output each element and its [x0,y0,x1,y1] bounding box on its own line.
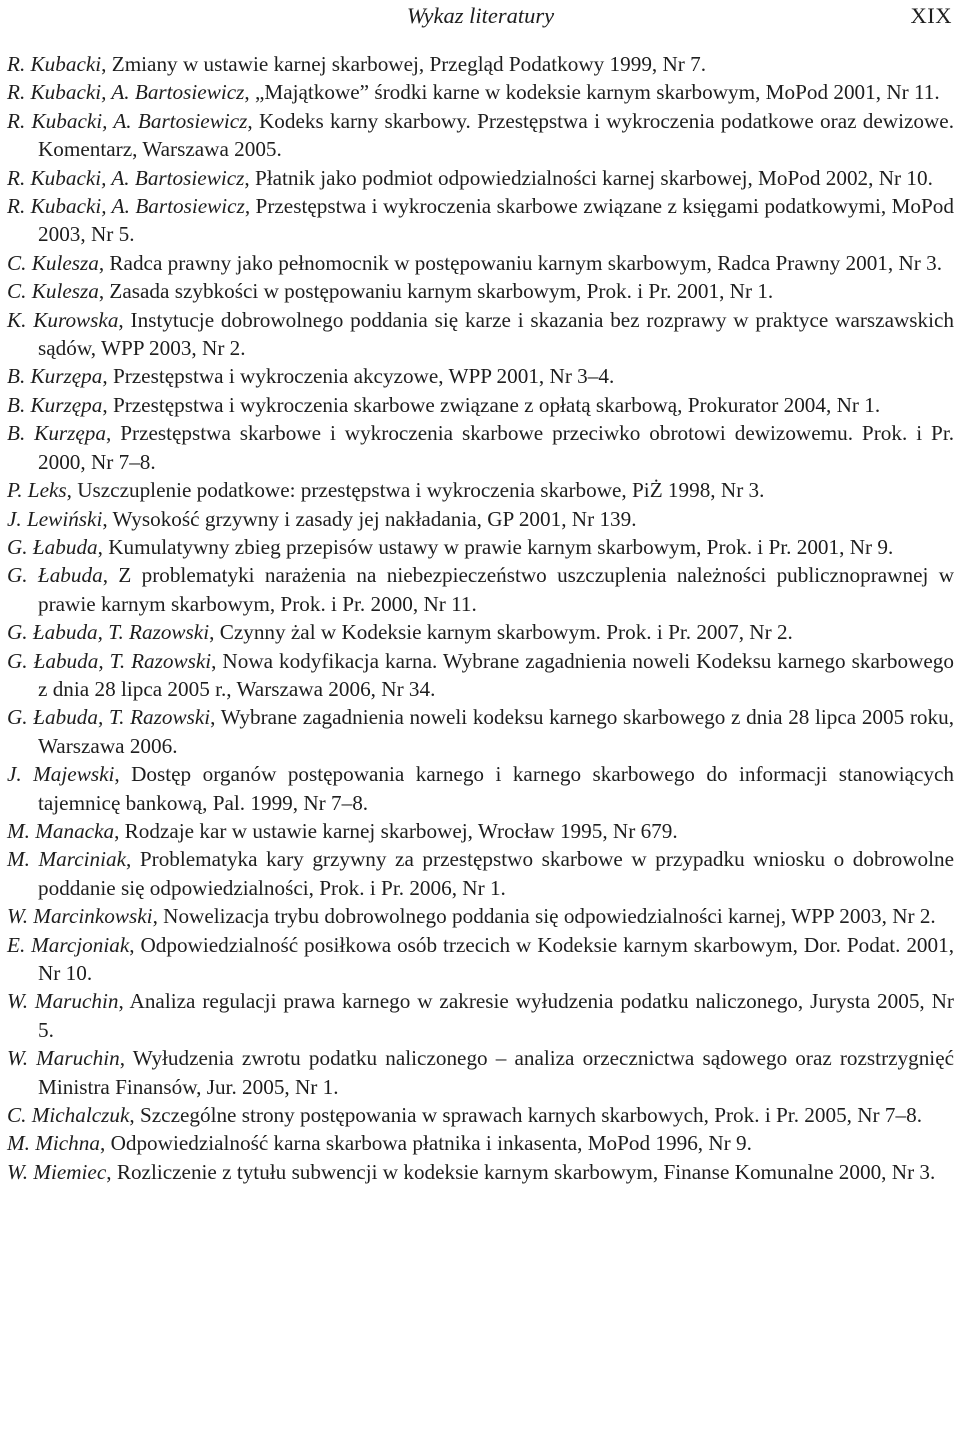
bibliography-entry [7,1129,954,1157]
entry-text: , Wybrane zagadnienia noweli kodeksu karnego skarbowego z dnia 28 lipca 2005 roku, Warszawa 2006. [38,705,954,758]
entry-text: , Dostęp organów postępowania karnego i karnego skarbowego do informacji stanowiących tajemnicę bankową, Pal. 1999, Nr 7–8. [38,762,955,815]
entry-author: W. Marcinkowski [7,904,153,929]
bibliography-entry [7,1044,954,1101]
bibliography-entry [7,362,954,390]
bibliography-entry [7,50,954,78]
entry-text: , Zasada szybkości w postępowaniu karnym skarbowym, Prok. i Pr. 2001, Nr 1. [98,279,774,304]
entry-text: , Problematyka kary grzywny za przestępstwo skarbowe w przypadku wniosku o dobrowolne poddanie się odpowiedzialności, Prok. i Pr. 2006, Nr 1. [38,847,954,900]
entry-text: , Wyłudzenia zwrotu podatku naliczonego – analiza orzecznictwa sądowego oraz rozstrzygnięć Ministra Finansów, Jur. 2005, Nr 1. [38,1046,954,1099]
bibliography-entry [7,931,954,988]
bibliography-entry [7,419,954,476]
entry-text: , Nowelizacja trybu dobrowolnego poddania się odpowiedzialności karnej, WPP 2003, Nr 2. [152,904,936,929]
entry-author: M. Manacka [7,818,115,843]
entry-author: K. Kurowska [7,307,119,332]
entry-author: G. Łabuda, T. Razowski [7,705,211,730]
bibliography-entry [7,78,954,106]
bibliography-entry [7,703,954,760]
page-number: XIX [910,3,952,28]
bibliography-entry [7,1101,954,1129]
bibliography-entry [7,277,954,305]
entry-author: G. Łabuda, T. Razowski [7,620,210,645]
bibliography-entry [7,107,954,164]
entry-text: , Szczególne strony postępowania w sprawach karnych skarbowych, Prok. i Pr. 2005, Nr 7–8. [129,1103,922,1128]
entry-text: , Wysokość grzywny i zasady jej nakładania, GP 2001, Nr 139. [102,506,637,531]
entry-author: W. Maruchin [7,1046,120,1071]
entry-text: , Odpowiedzialność posiłkowa osób trzecich w Kodeksie karnym skarbowym, Dor. Podat. 2001, Nr 10. [38,932,955,985]
entry-author: E. Marcjoniak [7,932,130,957]
entry-text: , Rodzaje kar w ustawie karnej skarbowej, Wrocław 1995, Nr 679. [114,818,678,843]
entry-author: J. Lewiński [7,506,103,531]
entry-text: , Instytucje dobrowolnego poddania się karze i skazania bez rozprawy w praktyce warszawskich sądów, WPP 2003, Nr 2. [38,307,954,361]
entry-author: G. Łabuda [7,563,103,588]
running-header [7,0,954,50]
entry-author: C. Kulesza [7,250,99,275]
bibliography-entry [7,164,954,192]
bibliography-entry [7,1158,954,1186]
bibliography-entry [7,249,954,277]
entry-author: G. Łabuda, T. Razowski [7,648,212,673]
bibliography-entry [7,845,954,902]
entry-author: M. Michna [7,1131,100,1156]
entry-text: , Analiza regulacji prawa karnego w zakresie wyłudzenia podatku naliczonego, Jurysta 2005, Nr 5. [38,989,954,1042]
entry-text: , Uszczuplenie podatkowe: przestępstwa i wykroczenia skarbowe, PiŻ 1998, Nr 3. [66,478,765,503]
entry-author: R. Kubacki [7,52,102,76]
bibliography-entry [7,902,954,930]
entry-text: , Kodeks karny skarbowy. Przestępstwa i wykroczenia podatkowe oraz dewizowe. Komentarz, Warszawa 2005. [38,108,954,162]
bibliography-entry [7,391,954,419]
entry-text: , Z problematyki narażenia na niebezpieczeństwo uszczuplenia należności publicznoprawnej w prawie karnym skarbowym, Prok. i Pr. 2000, Nr 11. [38,563,954,616]
bibliography-entry [7,817,954,845]
bibliography-entry [7,647,954,704]
entry-text: , Radca prawny jako pełnomocnik w postępowaniu karnym skarbowym, Radca Prawny 2001, Nr 3. [98,250,943,275]
entry-text: , Odpowiedzialność karna skarbowa płatnika i inkasenta, MoPod 1996, Nr 9. [99,1131,752,1156]
entry-author: P. Leks [7,478,67,503]
entry-author: M. Marciniak [7,847,126,872]
bibliography-entry [7,987,954,1044]
entry-text: , Przestępstwa skarbowe i wykroczenia skarbowe przeciwko obrotowi dewizowemu. Prok. i Pr. 2000, Nr 7–8. [38,421,955,474]
running-title: Wykaz literatury [406,3,555,28]
entry-author: R. Kubacki, A. Bartosiewicz [7,108,248,133]
entry-text: , Rozliczenie z tytułu subwencji w kodeksie karnym skarbowym, Finanse Komunalne 2000, Nr 3. [106,1159,936,1184]
entry-author: G. Łabuda [7,534,98,559]
bibliography-entry [7,760,954,817]
bibliography-entry [7,561,954,618]
entry-author: W. Maruchin [7,989,119,1014]
entry-author: R. Kubacki, A. Bartosiewicz [7,194,245,219]
entry-author: R. Kubacki, A. Bartosiewicz [7,80,245,105]
bibliography-entry [7,476,954,504]
entry-text: , „Majątkowe” środki karne w kodeksie karnym skarbowym, MoPod 2001, Nr 11. [244,80,940,105]
entry-author: J. Majewski [7,762,115,787]
entry-text: , Przestępstwa i wykroczenia akcyzowe, WPP 2001, Nr 3–4. [102,364,615,389]
entry-author: W. Miemiec [7,1159,107,1184]
entry-author: C. Kulesza [7,279,99,304]
bibliography-entry [7,505,954,533]
bibliography-entry [7,618,954,646]
entry-text: , Przestępstwa i wykroczenia skarbowe związane z księgami podatkowymi, MoPod 2003, Nr 5. [38,194,954,247]
entry-author: C. Michalczuk [7,1103,130,1128]
entry-author: B. Kurzępa [7,364,103,389]
entry-text: , Przestępstwa i wykroczenia skarbowe związane z opłatą skarbową, Prokurator 2004, Nr 1. [102,392,881,417]
entry-author: B. Kurzępa [7,392,103,417]
entry-author: B. Kurzępa [7,421,106,446]
bibliography-entry [7,192,954,249]
bibliography-entry [7,306,954,363]
entry-text: , Nowa kodyfikacja karna. Wybrane zagadnienia noweli Kodeksu karnego skarbowego z dnia 28 lipca 2005 r., Warszawa 2006, Nr 34. [38,648,954,701]
bibliography-list [7,50,954,1186]
entry-author: R. Kubacki, A. Bartosiewicz [7,165,245,190]
entry-text: , Czynny żal w Kodeksie karnym skarbowym. Prok. i Pr. 2007, Nr 2. [209,620,793,645]
entry-text: , Płatnik jako podmiot odpowiedzialności karnej skarbowej, MoPod 2002, Nr 10. [244,165,933,190]
entry-text: , Kumulatywny zbieg przepisów ustawy w prawie karnym skarbowym, Prok. i Pr. 2001, Nr 9. [97,534,894,559]
bibliography-entry [7,533,954,561]
entry-text: , Zmiany w ustawie karnej skarbowej, Przegląd Podatkowy 1999, Nr 7. [101,52,707,76]
